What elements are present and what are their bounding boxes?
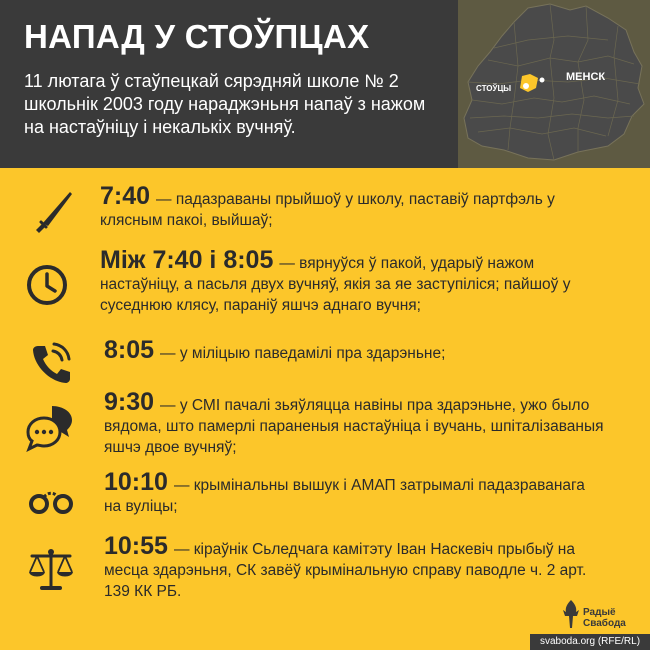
timeline-entry: [104, 336, 604, 364]
map-label-stoubtsy: СТОЎЦЫ: [476, 84, 512, 93]
timeline-time: 10:55: [104, 532, 168, 560]
map-label-minsk: МЕНСК: [566, 71, 606, 83]
timeline-time: 8:05: [104, 336, 155, 364]
country-outline: [464, 4, 644, 160]
timeline-text: — крымінальны вышук і АМАП затрымалі падазраванага на вуліцы;: [104, 477, 585, 515]
credit-bar: [530, 634, 650, 650]
logo-mark-icon: [560, 598, 582, 630]
radio-svaboda-logo: [560, 598, 582, 635]
timeline-text: — падазраваны прыйшоў у школу, паставіў партфэль у клясным пакоі, выйшаў;: [100, 191, 555, 229]
knife-icon: [28, 186, 78, 236]
scales-icon: [26, 544, 76, 594]
phone-icon: [26, 338, 76, 388]
brand-name-line1: Радыё: [583, 607, 616, 618]
brand-name-line2: Свабода: [583, 618, 626, 629]
page-title: НАПАД У СТОЎПЦАХ: [24, 18, 370, 55]
clock-icon: [22, 260, 72, 310]
handcuffs-icon: [26, 474, 76, 524]
chat-bubbles-icon: [26, 402, 76, 452]
timeline-time: 10:10: [104, 468, 168, 496]
timeline-time: Між 7:40 і 8:05: [100, 246, 274, 274]
timeline-text: — кіраўнік Сьледчага камітэту Іван Наскевіч прыбыў на месца здарэньня, СК завёў крымінальную справу паводле ч. 2 арт. 139 КК РБ.: [104, 541, 587, 600]
lead-text: 11 лютага ў стаўпецкай сярэдняй школе № 2 школьнік 2003 году нараджэньня напаў з нажом на настаўніцу і некалькіх вучняў.: [24, 71, 426, 137]
timeline-text: — вярнуўся ў пакой, ударыў нажом настаўніцу, а пасьля двух вучняў, якія за яе заступіліся; пайшоў у суседнюю клясу, параніў яшчэ аднаго вучня;: [100, 255, 571, 314]
timeline-time: 7:40: [100, 182, 151, 210]
timeline-entry: [100, 246, 600, 316]
timeline-text: — у СМІ пачалі зьяўляцца навіны пра здарэньне, ужо было вядома, што памерлі параненыя настаўніца і вучань, шпіталізаваныя яшчэ двое вучняў;: [104, 397, 604, 456]
timeline-entry: [104, 532, 604, 602]
stoubtsy-marker: [523, 83, 529, 89]
minsk-marker: [540, 78, 545, 83]
timeline-entry: [104, 468, 604, 517]
header-panel: [0, 0, 458, 168]
source-credit: svaboda.org (RFE/RL): [540, 636, 641, 647]
belarus-map: [458, 0, 650, 168]
timeline-entry: [104, 388, 604, 458]
timeline-text: — у міліцыю паведамілі пра здарэньне;: [160, 345, 446, 362]
timeline-time: 9:30: [104, 388, 155, 416]
timeline-entry: [100, 182, 600, 231]
